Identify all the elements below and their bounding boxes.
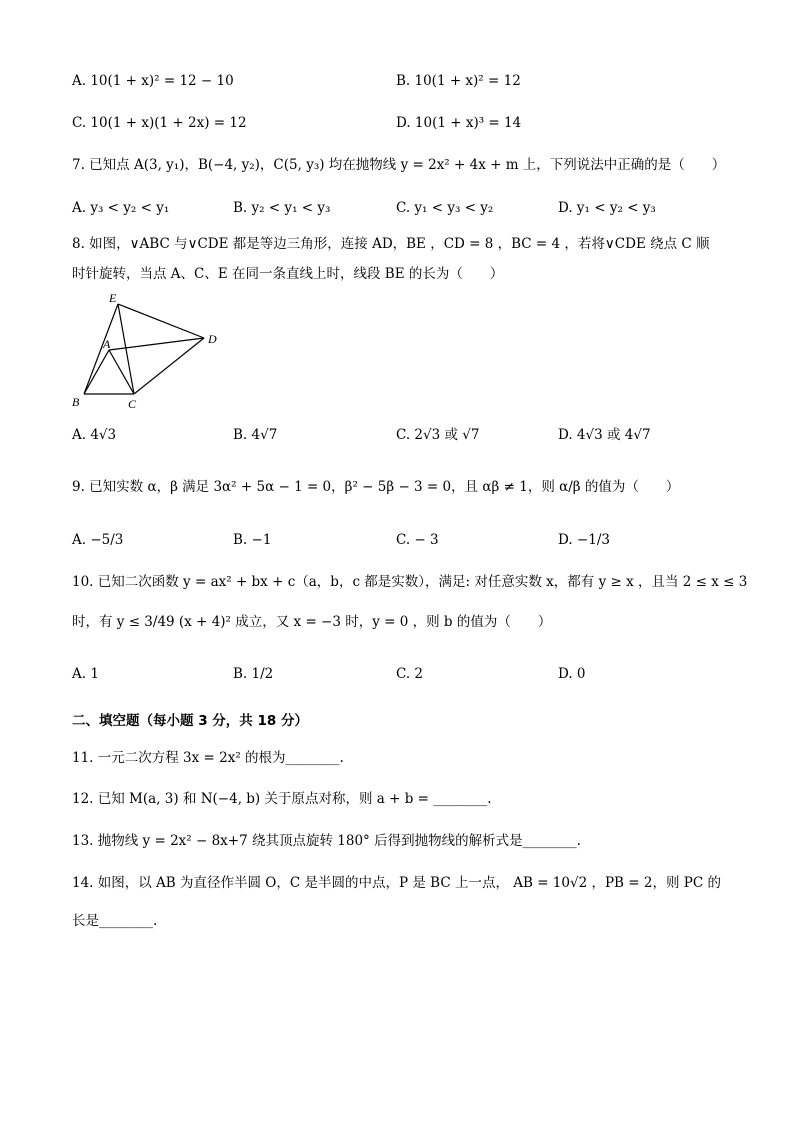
q14-stem-line1: 14. 如图，以 AB 为直径作半圆 O，C 是半圆的中点，P 是 BC 上一点， AB = 10√2 ，PB = 2，则 PC 的 [72, 875, 721, 891]
q8-stem-line2: 时针旋转，当点 A、C、E 在同一条直线上时，线段 BE 的长为（ ） [72, 266, 504, 282]
label-point-e: E [109, 291, 117, 305]
q8-stem-line1: 8. 如图，∨ABC 与∨CDE 都是等边三角形，连接 AD，BE ，CD = 8 ，BC = 4 ，若将∨CDE 绕点 C 顺 [72, 236, 710, 252]
q10-option-b: B. 1/2 [233, 666, 274, 682]
q10-stem-line2: 时，有 y ≤ 3/49 (x + 4)² 成立，又 x = −3 时，y = 0 ，则 b 的值为（ ） [72, 614, 552, 630]
label-point-a: A [103, 337, 111, 351]
q8-option-a: A. 4√3 [72, 427, 117, 443]
q7-option-c: C. y₁ < y₃ < y₂ [396, 200, 494, 216]
label-point-b: B [72, 395, 80, 409]
q8-triangle-figure [66, 290, 226, 412]
section-title: 二、填空题（每小题 3 分，共 18 分） [72, 713, 308, 729]
label-point-d: D [208, 332, 217, 346]
q12-stem: 12. 已知 M(a, 3) 和 N(−4, b) 关于原点对称，则 a + b = ________. [72, 791, 492, 807]
q9-option-d: D. −1/3 [558, 532, 610, 548]
label-point-c: C [128, 397, 137, 411]
q9-option-b: B. −1 [233, 532, 272, 548]
q6-option-c: C. 10(1 + x)(1 + 2x) = 12 [72, 115, 247, 131]
q9-option-a: A. −5/3 [72, 532, 124, 548]
q9-stem: 9. 已知实数 α，β 满足 3α² + 5α − 1 = 0，β² − 5β − 3 = 0，且 αβ ≠ 1，则 α/β 的值为（ ） [72, 479, 680, 495]
segment-cd [134, 338, 204, 394]
q6-option-b: B. 10(1 + x)² = 12 [396, 73, 521, 89]
q10-option-d: D. 0 [558, 666, 586, 682]
q8-option-c: C. 2√3 或 √7 [396, 427, 480, 443]
q7-stem: 7. 已知点 A(3, y₁)，B(−4, y₂)，C(5, y₃) 均在抛物线 y = 2x² + 4x + m 上，下列说法中正确的是（ ） [72, 157, 726, 173]
segment-ed [118, 304, 204, 338]
q13-stem: 13. 抛物线 y = 2x² − 8x+7 绕其顶点旋转 180° 后得到抛物线的解析式是________. [72, 833, 581, 849]
q10-option-c: C. 2 [396, 666, 424, 682]
q7-option-a: A. y₃ < y₂ < y₁ [72, 200, 170, 216]
q10-stem-line1: 10. 已知二次函数 y = ax² + bx + c（a，b，c 都是实数），满足: 对任意实数 x，都有 y ≥ x ，且当 2 ≤ x ≤ 3 [72, 574, 748, 590]
q7-option-d: D. y₁ < y₂ < y₃ [558, 200, 656, 216]
q8-option-d: D. 4√3 或 4√7 [558, 427, 651, 443]
q14-stem-line2: 长是________. [72, 913, 158, 929]
q6-option-d: D. 10(1 + x)³ = 14 [396, 115, 522, 131]
q9-option-c: C. − 3 [396, 532, 439, 548]
q6-option-a: A. 10(1 + x)² = 12 − 10 [72, 73, 234, 89]
segment-ba [84, 350, 109, 394]
q10-option-a: A. 1 [72, 666, 99, 682]
q11-stem: 11. 一元二次方程 3x = 2x² 的根为________. [72, 750, 344, 766]
q7-option-b: B. y₂ < y₁ < y₃ [233, 200, 331, 216]
q8-option-b: B. 4√7 [233, 427, 278, 443]
segment-ad [109, 338, 204, 350]
